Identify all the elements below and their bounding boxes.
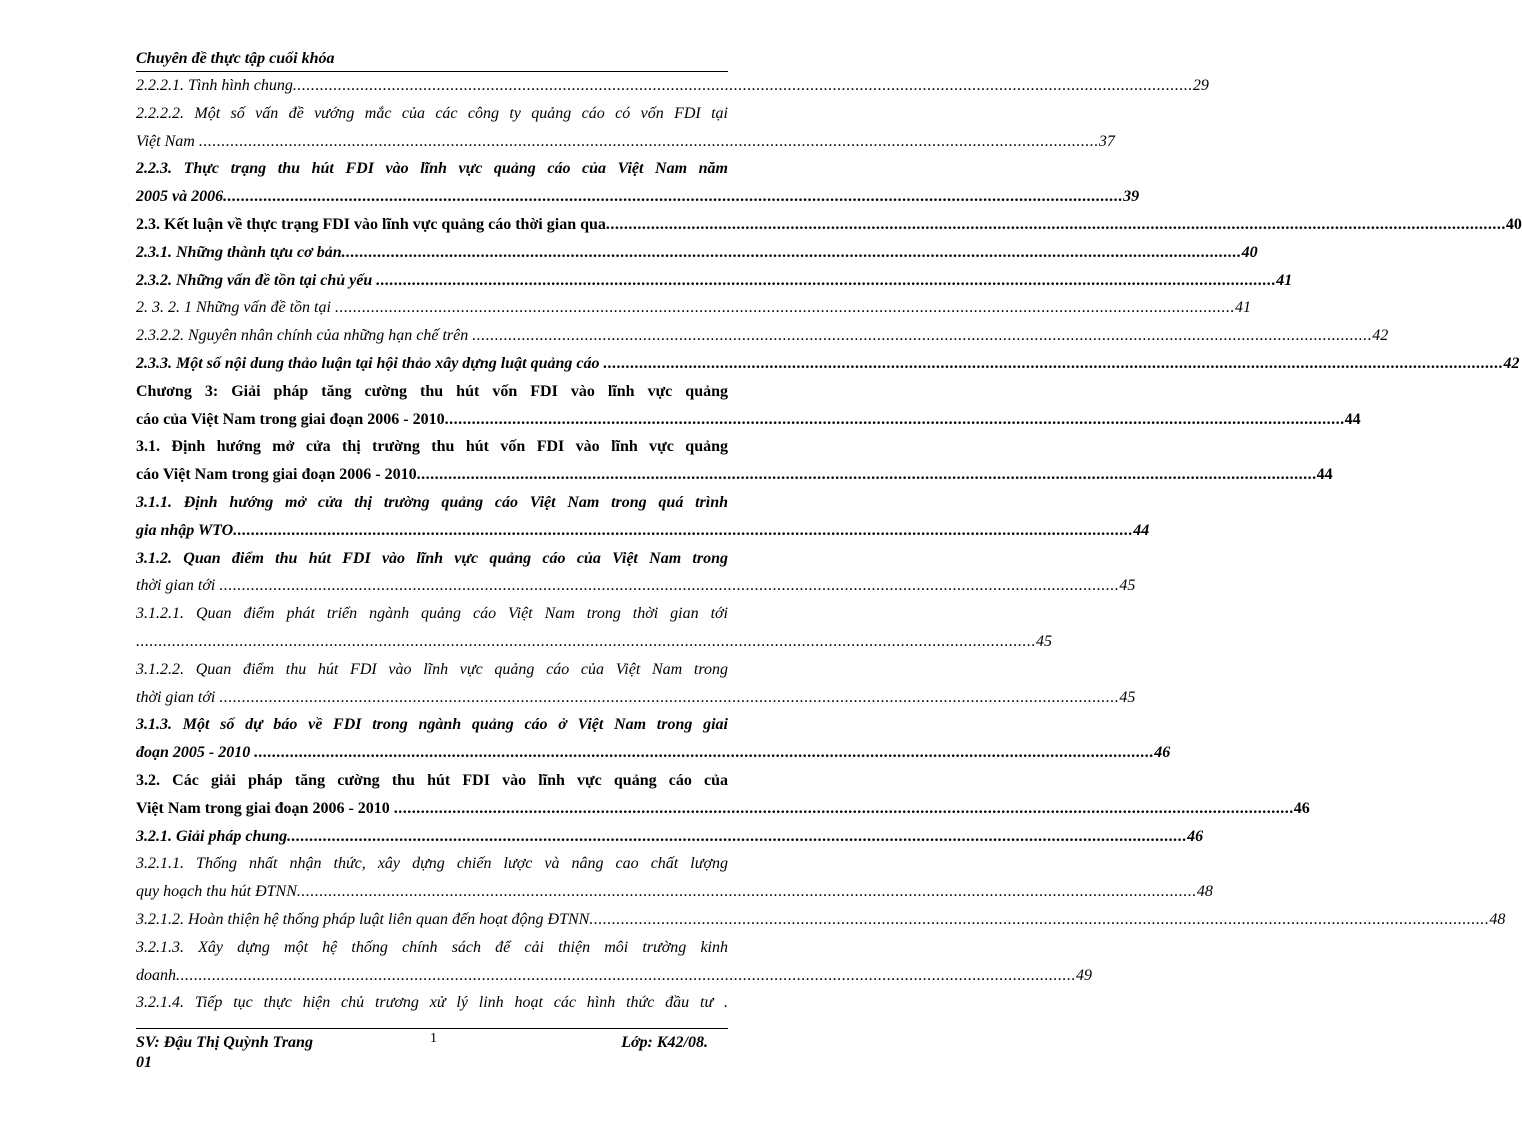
toc-entry-title: 3.2.1. Giải pháp chung [136, 827, 288, 845]
toc-dot-leader: ........................................................................................................................................................................................................ [589, 910, 1490, 928]
toc-dot-leader: ........................................................................................................................................................................................................ [136, 632, 1036, 650]
toc-dot-leader: ........................................................................................................................................................................................................ [376, 271, 1277, 289]
toc-entry [136, 72, 1209, 100]
toc-entry-page: 49 [1076, 966, 1092, 984]
toc-dot-leader: ........................................................................................................................................................................................................ [219, 577, 1120, 595]
toc-entry-title: cáo của Việt Nam trong giai đoạn 2006 - 2010 [136, 410, 445, 428]
toc-entry-page: 44 [1344, 410, 1361, 428]
toc-entry-page: 48 [1196, 883, 1213, 901]
toc-entry [136, 572, 1136, 600]
toc-entry-page: 44 [1316, 466, 1333, 484]
toc-dot-leader: ........................................................................................................................................................................................................ [393, 799, 1294, 817]
toc-entry-line: 2.2.2.2. Một số vấn đề vướng mắc của các công ty quảng cáo có vốn FDI tại [136, 104, 728, 122]
toc-dot-leader: ........................................................................................................................................................................................................ [334, 299, 1235, 317]
footer-class: Lớp: K42/08. [621, 1034, 708, 1051]
toc-dot-leader: ........................................................................................................................................................................................................ [296, 883, 1197, 901]
toc-dot-leader: ........................................................................................................................................................................................................ [254, 744, 1155, 762]
toc-entry-title: 2.3.2. Những vấn đề tồn tại chủ yếu [136, 271, 377, 289]
toc-entry-line: 2.2.3. Thực trạng thu hút FDI vào lĩnh vực quảng cáo của Việt Nam năm [136, 160, 728, 178]
toc-entry-title: 2.3.1. Những thành tựu cơ bản [136, 243, 342, 261]
toc-entry-title: thời gian tới [136, 688, 220, 706]
toc-entry-line: 3.1.2.1. Quan điểm phát triển ngành quảng cáo Việt Nam trong thời gian tới [136, 605, 728, 623]
footer-student-name: SV: Đậu Thị Quỳnh Trang 01 [136, 1034, 313, 1071]
toc-entry-page: 45 [1036, 632, 1052, 650]
toc-entry [136, 128, 1115, 156]
toc-entry [136, 294, 1251, 322]
toc-entry-page: 46 [1293, 799, 1310, 817]
toc-entry-page: 39 [1123, 188, 1140, 206]
toc-entry-line: 3.1.1. Định hướng mở cửa thị trường quảng cáo Việt Nam trong quá trình [136, 493, 728, 511]
toc-entry-title: đoạn 2005 - 2010 [136, 744, 255, 762]
page-header: Chuyên đề thực tập cuối khóa [136, 48, 728, 72]
toc-entry-title: quy hoạch thu hút ĐTNN [136, 883, 297, 901]
toc-entry-page: 42 [1372, 327, 1389, 345]
toc-entry-page: 46 [1154, 744, 1171, 762]
toc-entry-page: 41 [1276, 271, 1293, 289]
toc-entry-title: 2.3.3. Một số nội dung thảo luận tại hội thảo xây dựng luật quảng cáo [136, 354, 604, 372]
toc-entry-page: 48 [1489, 910, 1506, 928]
toc-entry-title: thời gian tới [136, 577, 220, 595]
toc-dot-leader: ........................................................................................................................................................................................................ [233, 521, 1134, 539]
table-of-contents [136, 72, 1522, 1017]
toc-entry-title: doanh [136, 966, 176, 984]
toc-entry-title: 2. 3. 2. 1 Những vấn đề tồn tại [136, 299, 335, 317]
toc-entry-title: Việt Nam [136, 132, 199, 150]
toc-entry-page: 41 [1234, 299, 1251, 317]
toc-entry-title: Việt Nam trong giai đoạn 2006 - 2010 [136, 799, 394, 817]
toc-entry [136, 183, 1140, 211]
toc-entry-line: 3.1.2.2. Quan điểm thu hút FDI vào lĩnh vực quảng cáo của Việt Nam trong [136, 660, 728, 678]
toc-entry [136, 878, 1213, 906]
toc-entry-page: 37 [1098, 132, 1115, 150]
toc-entry [136, 739, 1171, 767]
toc-dot-leader: ........................................................................................................................................................................................................ [605, 215, 1506, 233]
toc-entry-title: 2.3. Kết luận về thực trạng FDI vào lĩnh vực quảng cáo thời gian qua [136, 215, 606, 233]
toc-entry-title: 2005 và 2006 [136, 188, 224, 206]
toc-entry [136, 322, 1389, 350]
toc-entry-title: 2.3.2.2. Nguyên nhân chính của những hạn chế trên [136, 327, 473, 345]
toc-entry [136, 795, 1310, 823]
toc-entry-title: gia nhập WTO [136, 521, 234, 539]
toc-entry-line: 3.1.2. Quan điểm thu hút FDI vào lĩnh vực quảng cáo của Việt Nam trong [136, 549, 728, 567]
toc-entry-page: 45 [1119, 688, 1136, 706]
toc-entry [136, 350, 1520, 378]
toc-dot-leader: ........................................................................................................................................................................................................ [223, 188, 1124, 206]
toc-dot-leader: ........................................................................................................................................................................................................ [287, 827, 1188, 845]
toc-entry-line: 3.2.1.3. Xây dựng một hệ thống chính sách để cải thiện môi trường kinh [136, 938, 728, 956]
toc-entry [136, 461, 1333, 489]
toc-entry [136, 962, 1092, 990]
toc-entry-title: 3.2.1.2. Hoàn thiện hệ thống pháp luật liên quan đến hoạt động ĐTNN [136, 910, 590, 928]
toc-dot-leader: ........................................................................................................................................................................................................ [176, 966, 1076, 984]
toc-dot-leader: ........................................................................................................................................................................................................ [219, 688, 1120, 706]
toc-dot-leader: ........................................................................................................................................................................................................ [472, 327, 1373, 345]
toc-entry-page: 45 [1119, 577, 1136, 595]
toc-entry-title: cáo Việt Nam trong giai đoạn 2006 - 2010 [136, 466, 417, 484]
toc-dot-leader: ........................................................................................................................................................................................................ [292, 77, 1193, 94]
toc-entry-line: 3.2. Các giải pháp tăng cường thu hút FDI vào lĩnh vực quảng cáo của [136, 771, 728, 789]
toc-dot-leader: ........................................................................................................................................................................................................ [444, 410, 1345, 428]
toc-entry [136, 239, 1258, 267]
toc-entry [136, 211, 1522, 239]
toc-entry [136, 906, 1506, 934]
toc-entry [136, 267, 1293, 295]
toc-entry-page: 29 [1192, 77, 1209, 94]
toc-entry-page: 46 [1187, 827, 1204, 845]
toc-entry [136, 628, 1052, 656]
toc-dot-leader: ........................................................................................................................................................................................................ [341, 243, 1242, 261]
toc-entry-page: 40 [1505, 215, 1522, 233]
toc-entry-page: 44 [1133, 521, 1150, 539]
toc-entry [136, 823, 1204, 851]
toc-entry-title: 2.2.2.1. Tình hình chung [136, 77, 293, 94]
toc-entry-page: 40 [1241, 243, 1258, 261]
footer-page-number: 1 [430, 1031, 437, 1046]
toc-dot-leader: ........................................................................................................................................................................................................ [603, 354, 1504, 372]
toc-entry [136, 684, 1136, 712]
toc-entry [136, 406, 1361, 434]
toc-entry [136, 517, 1150, 545]
page-footer [136, 1033, 728, 1077]
toc-entry-line: 3.1.3. Một số dự báo về FDI trong ngành quảng cáo ở Việt Nam trong giai [136, 716, 728, 734]
toc-entry-line: 3.1. Định hướng mở cửa thị trường thu hút vốn FDI vào lĩnh vực quảng [136, 438, 728, 456]
toc-entry-page: 42 [1503, 354, 1520, 372]
toc-entry-line: Chương 3: Giải pháp tăng cường thu hút vốn FDI vào lĩnh vực quảng [136, 382, 728, 400]
toc-dot-leader: ........................................................................................................................................................................................................ [416, 466, 1317, 484]
toc-entry-line: 3.2.1.4. Tiếp tục thực hiện chủ trương xử lý linh hoạt các hình thức đầu tư . [136, 994, 728, 1012]
toc-dot-leader: ........................................................................................................................................................................................................ [198, 132, 1099, 150]
toc-entry-line: 3.2.1.1. Thống nhất nhận thức, xây dựng chiến lược và nâng cao chất lượng [136, 855, 728, 873]
